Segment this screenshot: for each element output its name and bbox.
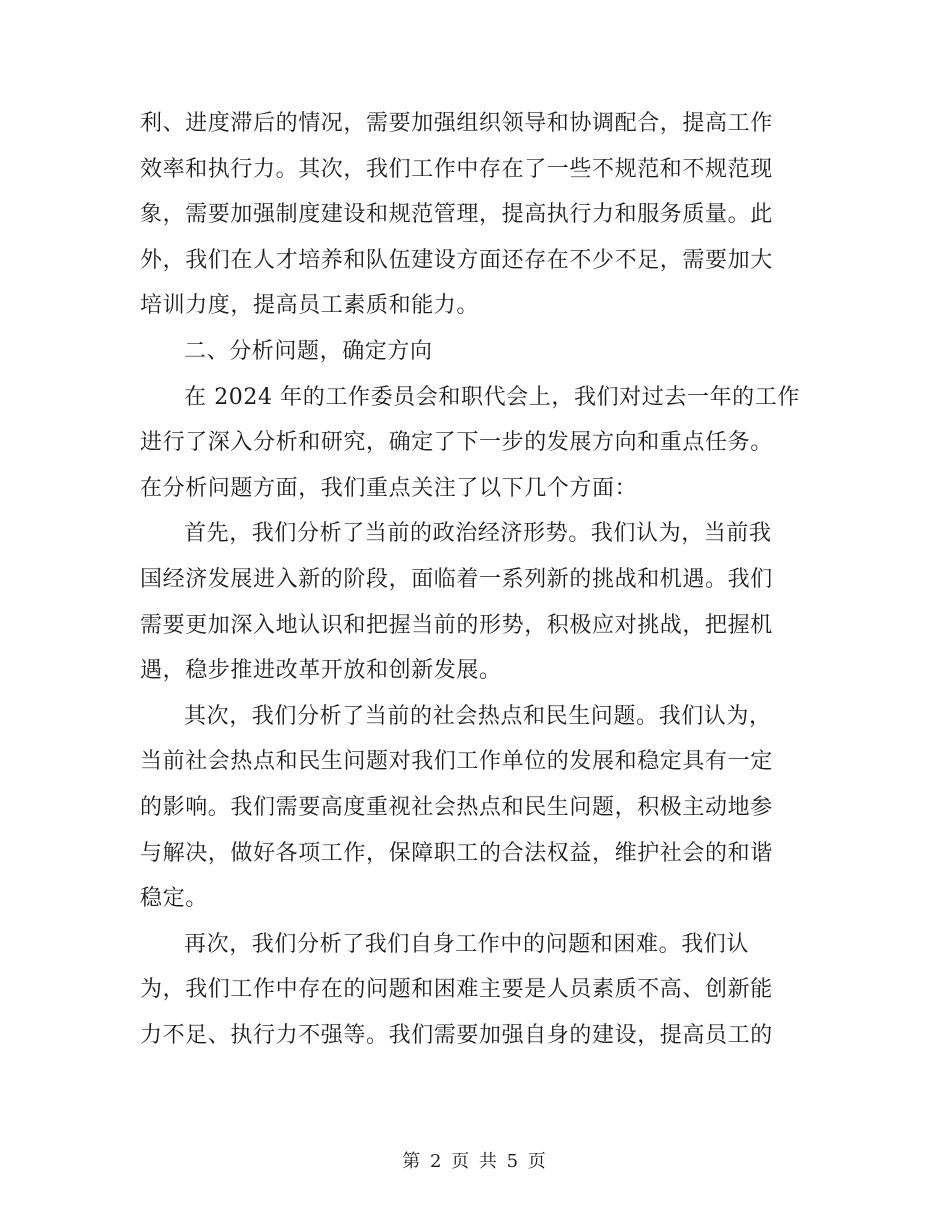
page-number-footer: 第 2 页 共 5 页 (402, 1151, 548, 1172)
text-line: 象，需要加强制度建设和规范管理，提高执行力和服务质量。此 (140, 202, 773, 228)
text-line: 效率和执行力。其次，我们工作中存在了一些不规范和不规范现 (140, 156, 773, 182)
text-line: 进行了深入分析和研究，确定了下一步的发展方向和重点任务。 (140, 430, 773, 456)
section-heading: 二、分析问题，确定方向 (184, 338, 433, 364)
text-line: 需要更加深入地认识和把握当前的形势，积极应对挑战，把握机 (140, 612, 773, 638)
text-line: 为，我们工作中存在的问题和困难主要是人员素质不高、创新能 (140, 977, 773, 1003)
text-line: 的影响。我们需要高度重视社会热点和民生问题，积极主动地参 (140, 794, 773, 820)
text-line: 与解决，做好各项工作，保障职工的合法权益，维护社会的和谐 (140, 840, 773, 866)
text-line: 遇，稳步推进改革开放和创新发展。 (140, 658, 502, 684)
text-line: 外，我们在人才培养和队伍建设方面还存在不少不足，需要加大 (140, 247, 773, 273)
text-line: 稳定。 (140, 886, 208, 912)
text-line: 在分析问题方面，我们重点关注了以下几个方面： (140, 475, 638, 501)
text-line: 力不足、执行力不强等。我们需要加强自身的建设，提高员工的 (140, 1022, 773, 1048)
paragraph-first-line: 在 2024 年的工作委员会和职代会上，我们对过去一年的工作 (184, 384, 800, 410)
paragraph-first-line: 首先，我们分析了当前的政治经济形势。我们认为，当前我 (184, 521, 772, 547)
text-line: 国经济发展进入新的阶段，面临着一系列新的挑战和机遇。我们 (140, 566, 773, 592)
text-line: 培训力度，提高员工素质和能力。 (140, 293, 480, 319)
text-line: 利、进度滞后的情况，需要加强组织领导和协调配合，提高工作 (140, 111, 773, 136)
paragraph-first-line: 其次，我们分析了当前的社会热点和民生问题。我们认为， (184, 703, 772, 729)
text-line: 当前社会热点和民生问题对我们工作单位的发展和稳定具有一定 (140, 749, 773, 775)
document-body (140, 101, 820, 1058)
paragraph-first-line: 再次，我们分析了我们自身工作中的问题和困难。我们认 (184, 931, 750, 957)
